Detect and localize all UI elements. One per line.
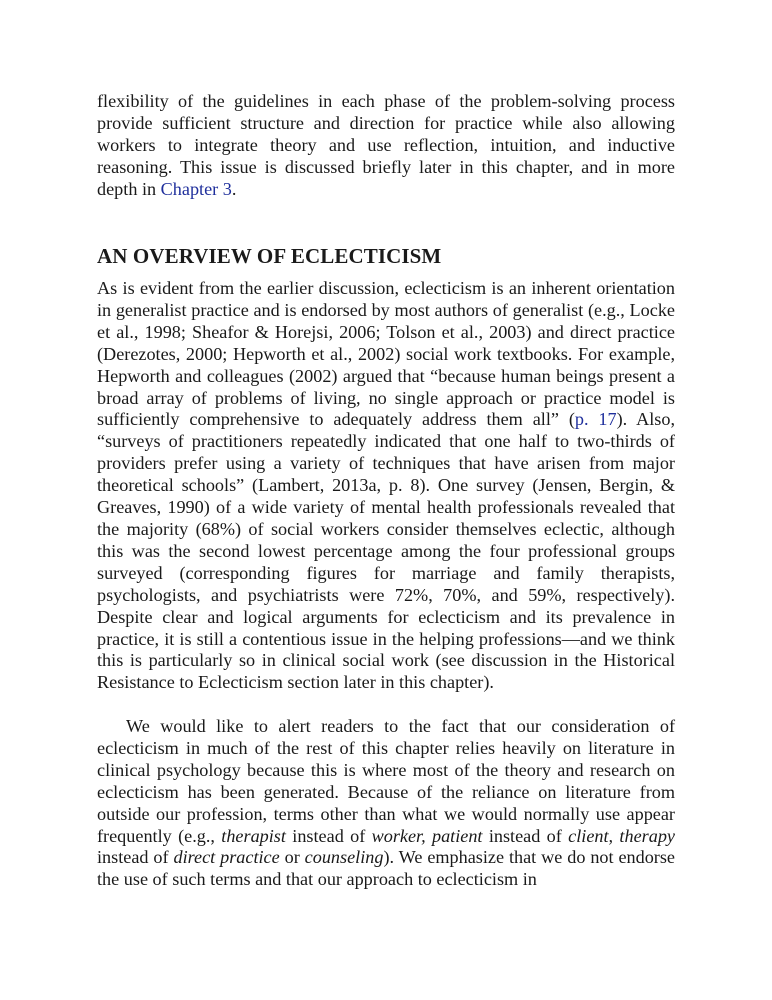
italic-term: client, therapy (568, 825, 675, 846)
italic-term: counseling (304, 847, 384, 868)
paragraph-intro: flexibility of the guidelines in each phase of the problem-solving process provide sufficient structure and direction for practice while also allowing workers to integrate theory and use reflection, intuition, and inductive reasoning. This issue is discussed briefly later in this chapter, and in more depth in Chapter 3. (97, 91, 675, 199)
section-heading: AN OVERVIEW OF ECLECTICISM (97, 244, 442, 268)
chapter-3-link[interactable]: Chapter 3 (160, 178, 232, 199)
italic-term: direct practice (173, 847, 280, 868)
italic-term: therapist (221, 825, 286, 846)
page-17-link[interactable]: p. 17 (574, 409, 617, 430)
paragraph-alert: We would like to alert readers to the fact that our consideration of eclecticism in much of the rest of this chapter relies heavily on literature in clinical psychology because this is where most of the theory and research on eclecticism has been generated. Because of the reliance on literature from outside our profession, terms other than what we would normally use appear frequently (e.g., therapist instead of worker, patient instead of client, therapy instead of direct practice or counseling). We emphasize that we do not endorse the use of such terms and that our approach to eclecticism in (97, 716, 676, 890)
italic-term: worker, patient (371, 825, 483, 846)
paragraph-overview: As is evident from the earlier discussion, eclecticism is an inherent orientation in generalist practice and is endorsed by most authors of generalist (e.g., Locke et al., 1998; Sheafor & Horejsi, 2006; Tolson et al., 2003) and direct practice (Derezotes, 2000; Hepworth et al., 2002) social work textbooks. For example, Hepworth and colleagues (2002) argued that “because human beings present a broad array of problems of living, no single approach or practice model is sufficiently comprehensive to adequately address them all” (p. 17). Also, “surveys of practitioners repeatedly indicated that one half to two-thirds of providers prefer using a variety of techniques that have arisen from major theoretical schools” (Lambert, 2013a, p. 8). One survey (Jensen, Bergin, & Greaves, 1990) of a wide variety of mental health professionals revealed that the majority (68%) of social workers consider themselves eclectic, although this was the second lowest percentage among the four professional groups surveyed (corresponding figures for marriage and family therapists, psychologists, and psychiatrists were 72%, 70%, and 59%, respectively). Despite clear and logical arguments for eclecticism and its prevalence in practice, it is still a contentious issue in the helping professions—and we think this is particularly so in clinical social work (see discussion in the Historical Resistance to Eclecticism section later in this chapter). (97, 278, 676, 693)
